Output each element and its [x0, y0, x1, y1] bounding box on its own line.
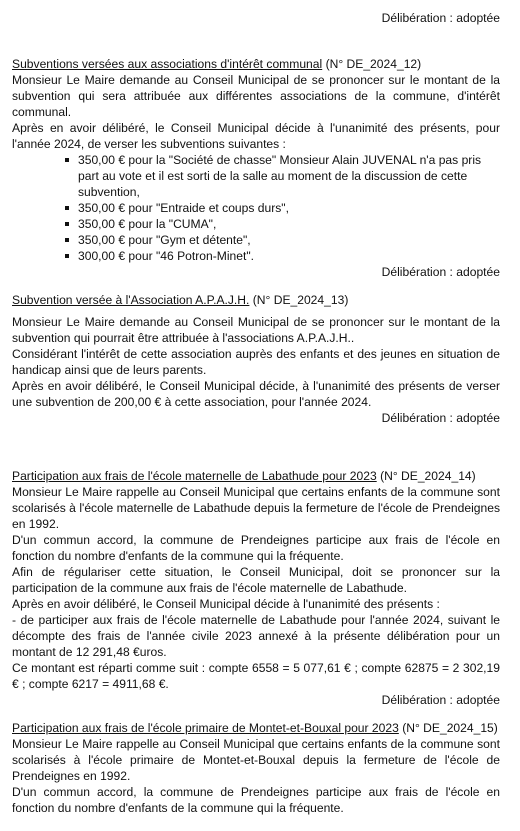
section-de-2024-12	[12, 56, 500, 280]
paragraph: - de participer aux frais de l'école maternelle de Labathude pour l'année 2024, suivant le décompte des frais de l'année civile 2023 annexé à la présente délibération pour un montant de 12 291,48 €uros.	[12, 613, 500, 659]
bullet-icon	[65, 158, 69, 162]
section-heading	[12, 292, 500, 308]
paragraph: D'un commun accord, la commune de Prendeignes participe aux frais de l'école en fonction du nombre d'enfants de la commune qui la fréquente.	[12, 533, 500, 563]
section-title: Participation aux frais de l'école primaire de Montet-et-Bouxal pour 2023	[12, 721, 399, 735]
section-heading	[12, 720, 500, 736]
section-de-2024-13	[12, 292, 500, 426]
bullet-icon	[65, 254, 69, 258]
section-heading	[12, 56, 500, 72]
status-deliberation: Délibération : adoptée	[381, 411, 500, 425]
section-heading	[12, 468, 500, 484]
section-title: Subventions versées aux associations d'intérêt communal	[12, 57, 323, 71]
section-ref: (N° DE_2024_12)	[325, 57, 422, 71]
paragraph: Après en avoir délibéré, le Conseil Municipal décide, à l'unanimité des présents de verser une subvention de 200,00 € à cette association, pour l'année 2024.	[12, 379, 500, 409]
paragraph: Après en avoir délibéré, le Conseil Municipal décide à l'unanimité des présents :	[12, 597, 440, 611]
subsidy-list	[12, 152, 500, 264]
paragraph: Après en avoir délibéré, le Conseil Municipal décide à l'unanimité des présents, pour l'année 2024, de verser les subventions suivantes :	[12, 121, 500, 151]
section-title: Participation aux frais de l'école maternelle de Labathude pour 2023	[12, 469, 377, 483]
bullet-icon	[65, 238, 69, 242]
paragraph: Monsieur Le Maire rappelle au Conseil Municipal que certains enfants de la commune sont scolarisés à l'école primaire de Montet-et-Bouxal depuis la fermeture de l'école de Prendeignes en 1992.	[12, 737, 500, 783]
bullet-icon	[65, 206, 69, 210]
status-deliberation-top: Délibération : adoptée	[381, 11, 500, 25]
paragraph: D'un commun accord, la commune de Prendeignes participe aux frais de l'école en fonction du nombre d'enfants de la commune qui la fréquente.	[12, 785, 500, 815]
list-item: 350,00 € pour "Gym et détente",	[78, 232, 500, 248]
paragraph: Monsieur Le Maire rappelle au Conseil Municipal que certains enfants de la commune sont scolarisés à l'école maternelle de Labathude depuis la fermeture de l'école de Prendeignes en 1992.	[12, 485, 500, 531]
status-deliberation: Délibération : adoptée	[381, 693, 500, 707]
section-de-2024-14	[12, 468, 500, 708]
section-title: Subvention versée à l'Association A.P.A.J.H.	[12, 293, 250, 307]
status-deliberation: Délibération : adoptée	[381, 265, 500, 279]
paragraph: Monsieur Le Maire demande au Conseil Municipal de se prononcer sur le montant de la subvention qui pourrait être attribuée à l'associations A.P.A.J.H..	[12, 315, 500, 345]
paragraph: Afin de régulariser cette situation, le Conseil Municipal, doit se prononcer sur la participation de la commune aux frais de l'école maternelle de Labathude.	[12, 565, 500, 595]
section-de-2024-15	[12, 720, 500, 816]
section-ref: (N° DE_2024_15)	[402, 721, 498, 735]
paragraph: Considérant l'intérêt de cette association auprès des enfants et des jeunes en situation de handicap ainsi que de leurs parents.	[12, 347, 500, 377]
section-ref: (N° DE_2024_13)	[252, 293, 349, 307]
document-page	[12, 0, 500, 816]
paragraph: Ce montant est réparti comme suit : compte 6558 = 5 077,61 € ; compte 62875 = 2 302,19 € ; compte 6217 = 4911,68 €.	[12, 661, 500, 691]
bullet-icon	[65, 222, 69, 226]
list-item: 350,00 € pour la "CUMA",	[78, 216, 500, 232]
section-ref: (N° DE_2024_14)	[380, 469, 476, 483]
list-item: 300,00 € pour "46 Potron-Minet".	[78, 248, 500, 264]
list-item: 350,00 € pour la "Société de chasse" Monsieur Alain JUVENAL n'a pas pris part au vote et il est sorti de la salle au moment de la discussion de cette subvention,	[78, 152, 500, 200]
list-item: 350,00 € pour "Entraide et coups durs",	[78, 200, 500, 216]
paragraph: Monsieur Le Maire demande au Conseil Municipal de se prononcer sur le montant de la subvention qui sera attribuée aux différentes associations de la commune, d'intérêt communal.	[12, 73, 500, 119]
